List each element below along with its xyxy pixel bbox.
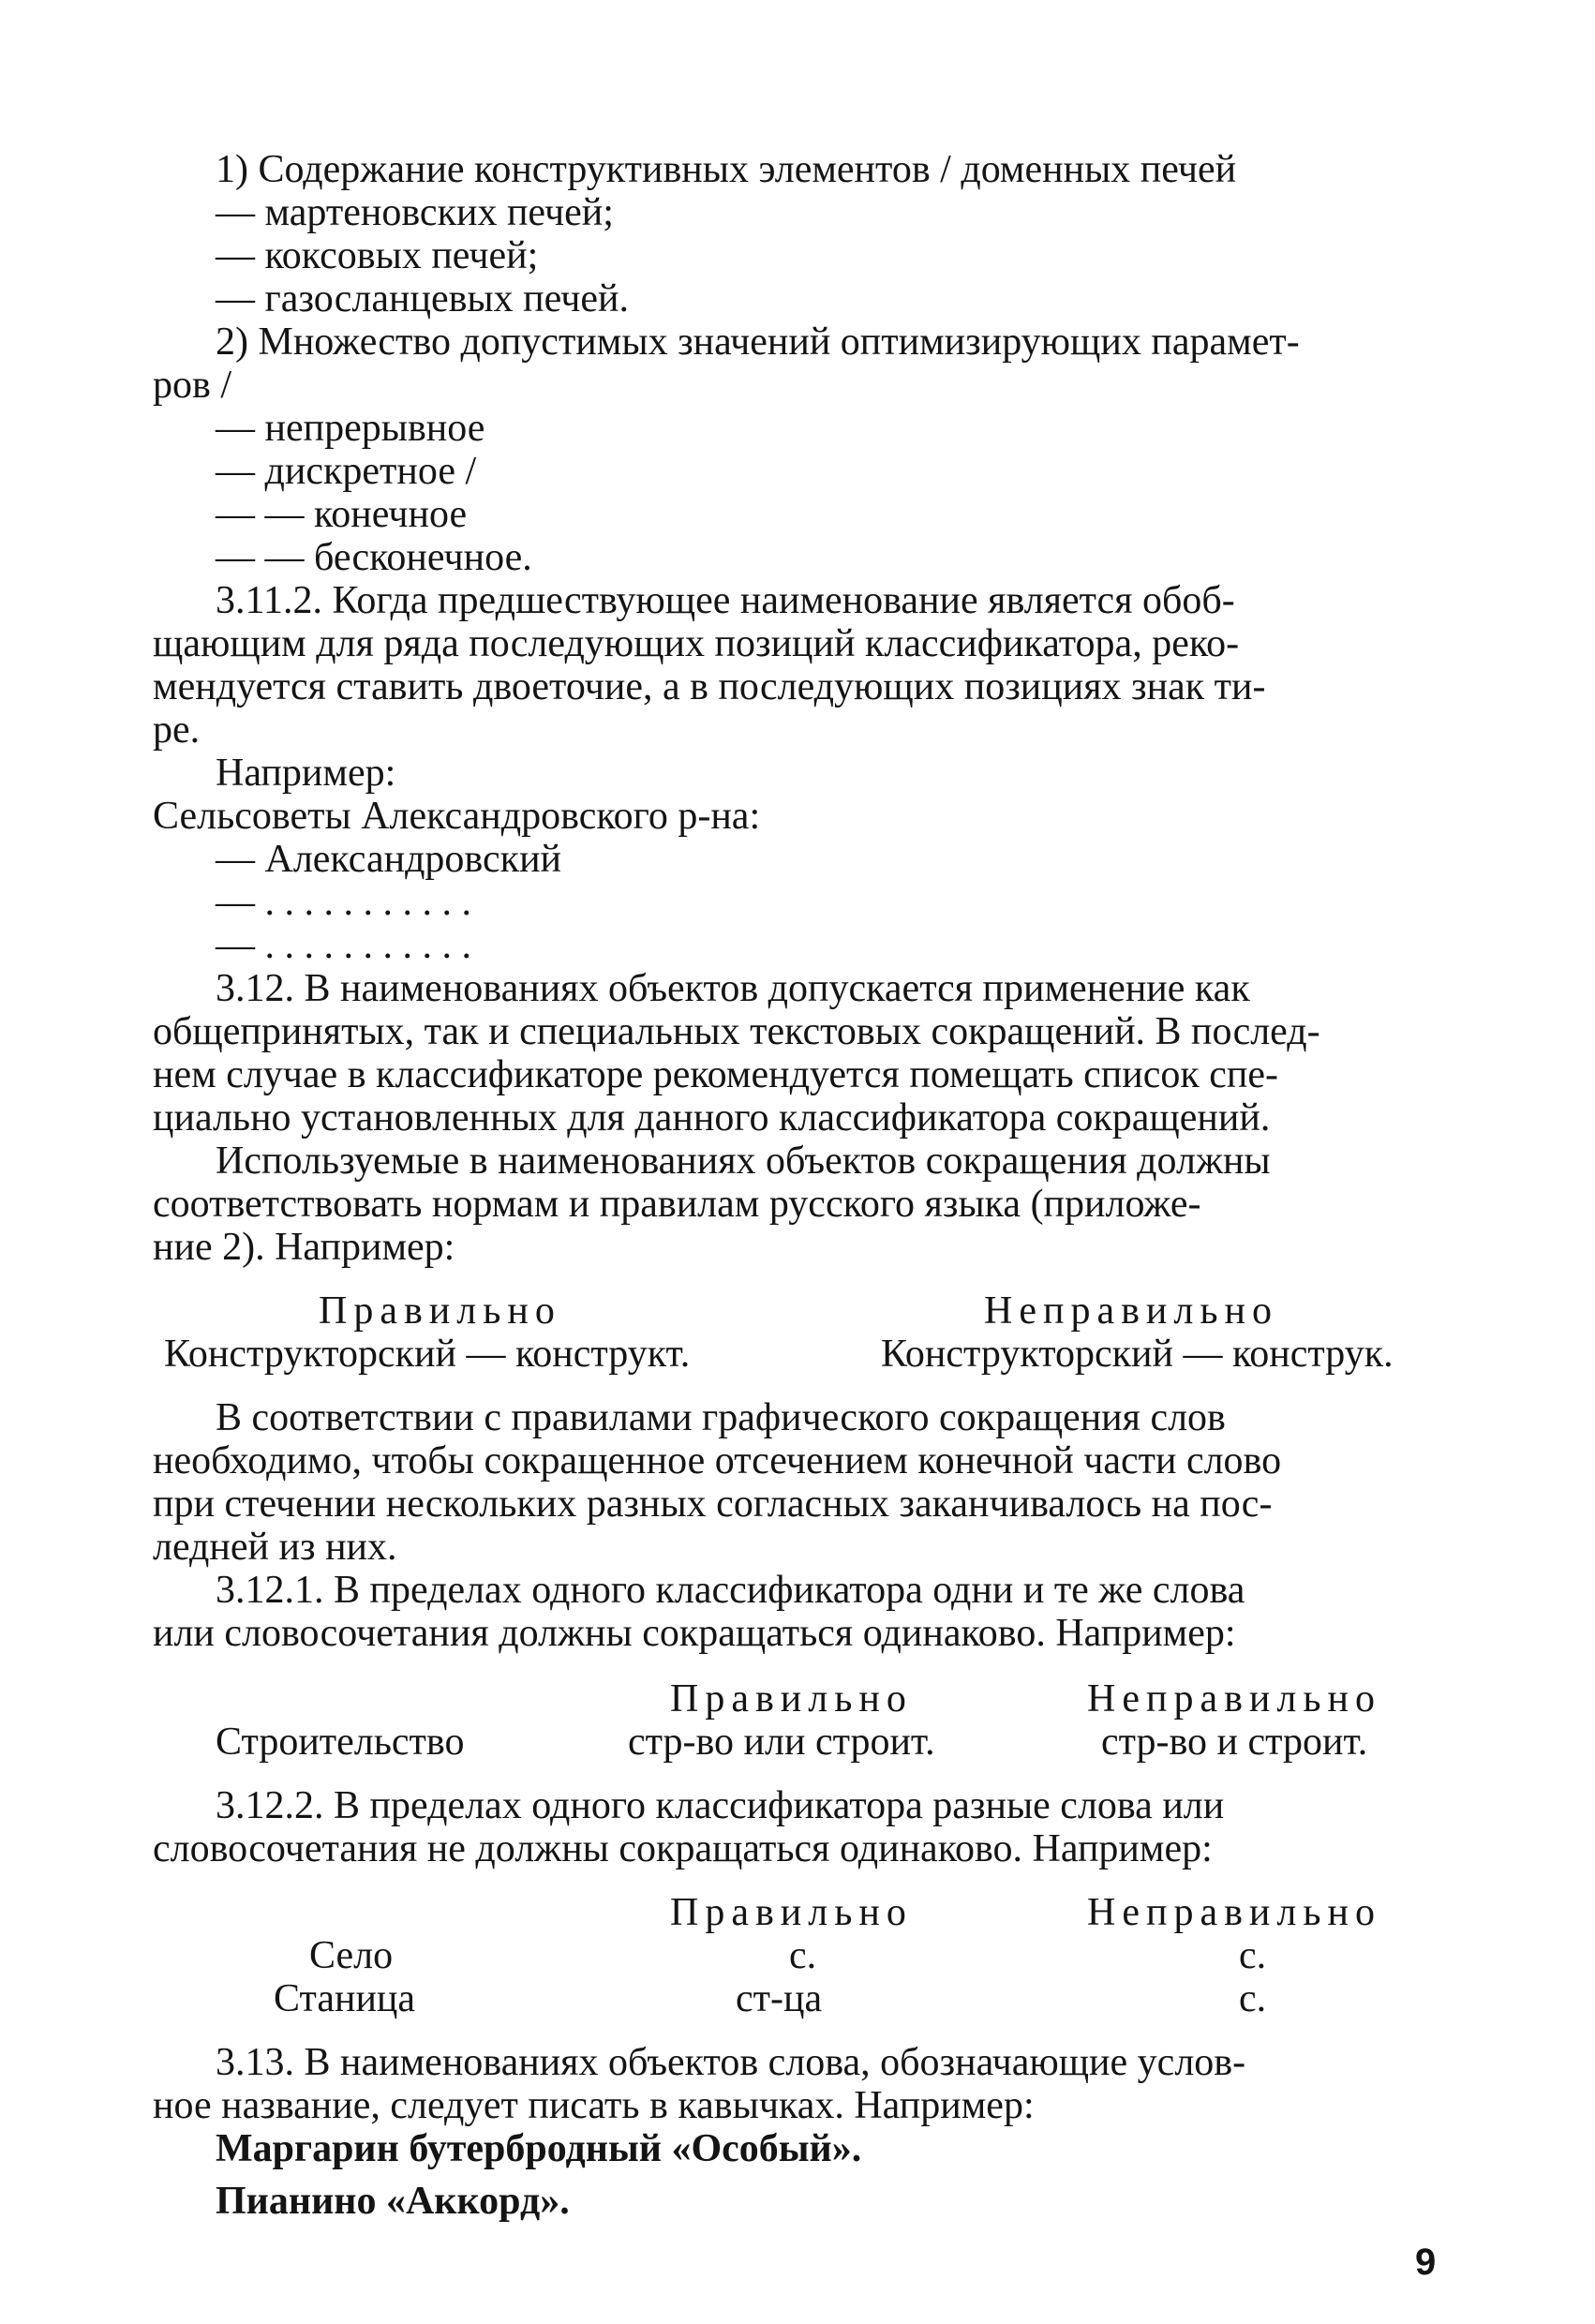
sec313-example: Пианино «Аккорд». xyxy=(216,2180,570,2223)
sec3122-correct: ст-ца xyxy=(736,1977,823,2020)
sec3121-correct-header: Правильно xyxy=(670,1677,913,1721)
sec3122-correct-header: Правильно xyxy=(670,1891,913,1934)
sec3112-example-item: — . . . . . . . . . . . xyxy=(216,924,471,967)
list1-item2-sub: — дискретное / xyxy=(216,450,477,493)
sec3112-example-item: — Александровский xyxy=(216,838,562,881)
sec312-correct-example: Конструкторский — конструкт. xyxy=(164,1333,691,1376)
sec3121-correct: стр-во или строит. xyxy=(628,1721,935,1764)
list1-item2-sub: — — бесконечное. xyxy=(216,536,532,579)
sec312-rule-line: В соответствии с правилами графического сокращения слов xyxy=(216,1396,1226,1439)
sec312-line: ние 2). Например: xyxy=(153,1226,455,1269)
list1-item1-sub: — коксовых печей; xyxy=(216,234,539,277)
sec3122-line: 3.12.2. В пределах одного классификатора разные слова или xyxy=(216,1784,1225,1827)
sec312-line: Используемые в наименованиях объектов сокращения должны xyxy=(216,1140,1271,1183)
sec312-line: циально установленных для данного классификатора сокращений. xyxy=(153,1096,1271,1140)
sec3121-line: или словосочетания должны сокращаться одинаково. Например: xyxy=(153,1612,1236,1655)
list1-item2-sub: — — конечное xyxy=(216,493,468,536)
sec312-incorrect-header: Неправильно xyxy=(984,1289,1278,1333)
list1-item1-sub: — газосланцевых печей. xyxy=(216,277,629,320)
sec3121-line: 3.12.1. В пределах одного классификатора одни и те же слова xyxy=(216,1569,1245,1612)
list1-item1-title: 1) Содержание конструктивных элементов / доменных печей xyxy=(216,148,1237,191)
sec3122-incorrect-header: Неправильно xyxy=(1087,1891,1381,1934)
sec3122-word: Станица xyxy=(274,1977,416,2020)
sec3121-incorrect: стр-во и строит. xyxy=(1101,1721,1368,1764)
sec313-line: ное название, следует писать в кавычках. Например: xyxy=(153,2084,1035,2127)
sec312-incorrect-example: Конструкторский — конструк. xyxy=(881,1333,1394,1376)
sec3121-word: Строительство xyxy=(216,1721,465,1764)
list1-item2-title-cont: ров / xyxy=(153,364,231,407)
sec312-line: общепринятых, так и специальных текстовых сокращений. В послед- xyxy=(153,1010,1320,1053)
sec312-rule-line: при стечении нескольких разных согласных заканчивалось на пос- xyxy=(153,1482,1273,1526)
sec3122-incorrect: с. xyxy=(1239,1934,1267,1977)
sec3122-word: Село xyxy=(309,1934,394,1977)
page-number: 9 xyxy=(1415,2242,1437,2283)
sec312-correct-header: Правильно xyxy=(319,1289,561,1333)
sec3122-incorrect: с. xyxy=(1239,1977,1267,2020)
sec3112-example-item: — . . . . . . . . . . . xyxy=(216,881,471,924)
sec3112-example-label: Например: xyxy=(216,752,396,795)
sec3112-example-heading: Сельсоветы Александровского р-на: xyxy=(153,795,761,838)
sec3122-correct: с. xyxy=(789,1934,817,1977)
sec3122-line: словосочетания не должны сокращаться одинаково. Например: xyxy=(153,1827,1213,1870)
sec312-line: нем случае в классификаторе рекомендуется помещать список спе- xyxy=(153,1053,1279,1096)
list1-item2-sub: — непрерывное xyxy=(216,407,485,450)
sec312-rule-line: ледней из них. xyxy=(153,1526,397,1569)
sec313-example: Маргарин бутербродный «Особый». xyxy=(216,2127,862,2170)
sec312-rule-line: необходимо, чтобы сокращенное отсечением конечной части слово xyxy=(153,1439,1282,1482)
sec312-line: 3.12. В наименованиях объектов допускается применение как xyxy=(216,967,1250,1010)
sec3112-line: мендуется ставить двоеточие, а в последующих позициях знак ти- xyxy=(153,665,1266,708)
sec3121-incorrect-header: Неправильно xyxy=(1087,1677,1381,1721)
list1-item2-title: 2) Множество допустимых значений оптимизирующих парамет- xyxy=(216,320,1300,364)
sec3112-line: 3.11.2. Когда предшествующее наименование является обоб- xyxy=(216,579,1235,622)
sec313-line: 3.13. В наименованиях объектов слова, обозначающие услов- xyxy=(216,2041,1246,2084)
sec3112-line: ре. xyxy=(153,708,201,752)
list1-item1-sub: — мартеновских печей; xyxy=(216,191,614,234)
sec312-line: соответствовать нормам и правилам русского языка (приложе- xyxy=(153,1183,1201,1226)
sec3112-line: щающим для ряда последующих позиций классификатора, реко- xyxy=(153,622,1240,665)
